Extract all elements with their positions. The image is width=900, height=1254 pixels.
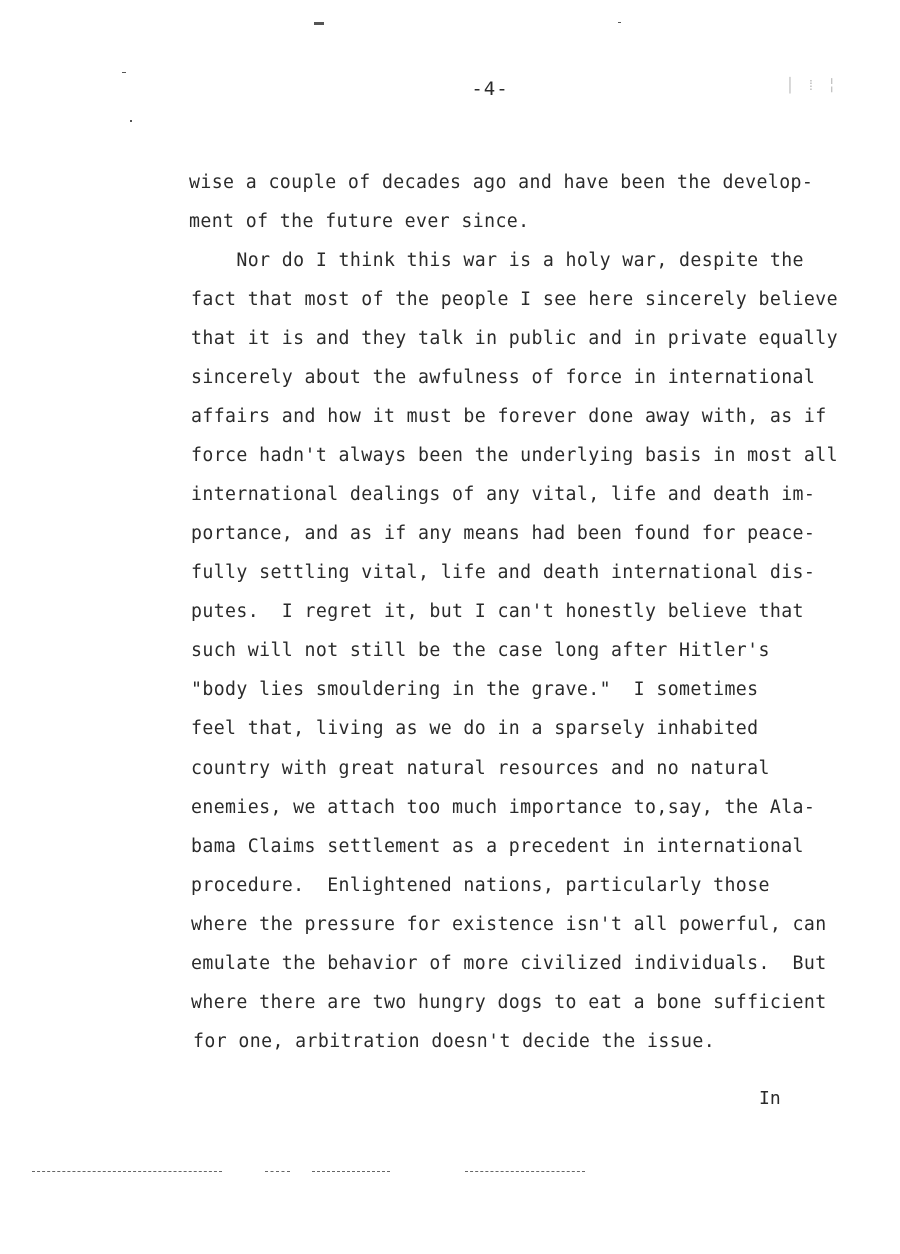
- text-line: bama Claims settlement as a precedent in international: [191, 836, 804, 857]
- text-line: fact that most of the people I see here sincerely believe: [191, 289, 838, 310]
- scan-speck: [618, 22, 621, 23]
- text-line: sincerely about the awfulness of force in international: [191, 367, 816, 388]
- scan-speck: [314, 22, 324, 25]
- text-line: procedure. Enlightened nations, particularly those: [191, 875, 770, 896]
- bottom-rule-segment: [312, 1171, 390, 1173]
- bottom-rule-segment: [32, 1171, 222, 1173]
- bottom-rule-segment: [465, 1171, 585, 1173]
- text-line: where the pressure for existence isn't all powerful, can: [191, 914, 827, 935]
- text-line: putes. I regret it, but I can't honestly believe that: [191, 601, 804, 622]
- text-line: for one, arbitration doesn't decide the issue.: [193, 1031, 716, 1052]
- text-line: Nor do I think this war is a holy war, despite the: [191, 250, 804, 271]
- page-number: -4-: [471, 78, 509, 100]
- text-line: portance, and as if any means had been found for peace-: [191, 523, 816, 544]
- margin-stamp-mark: │ ⁞ ╎: [785, 78, 838, 94]
- text-line: ment of the future ever since.: [189, 211, 530, 232]
- text-line: international dealings of any vital, life and death im-: [191, 484, 816, 505]
- text-line: affairs and how it must be forever done away with, as if: [191, 406, 827, 427]
- text-line: such will not still be the case long after Hitler's: [191, 640, 770, 661]
- text-line: enemies, we attach too much importance to,say, the Ala-: [191, 797, 816, 818]
- text-line: "body lies smouldering in the grave." I sometimes: [191, 679, 759, 700]
- text-line: country with great natural resources and no natural: [191, 758, 770, 779]
- text-line: that it is and they talk in public and in private equally: [191, 328, 838, 349]
- scan-speck: [130, 120, 132, 122]
- text-line: wise a couple of decades ago and have been the develop-: [189, 172, 814, 193]
- scan-speck: [122, 72, 126, 73]
- text-line: where there are two hungry dogs to eat a bone sufficient: [191, 992, 827, 1013]
- bottom-rule-segment: [265, 1171, 290, 1173]
- text-line: fully settling vital, life and death international dis-: [191, 562, 816, 583]
- text-line: emulate the behavior of more civilized individuals. But: [191, 953, 827, 974]
- text-line: force hadn't always been the underlying basis in most all: [191, 445, 838, 466]
- text-line: feel that, living as we do in a sparsely inhabited: [191, 718, 759, 739]
- catchword: In: [759, 1088, 781, 1109]
